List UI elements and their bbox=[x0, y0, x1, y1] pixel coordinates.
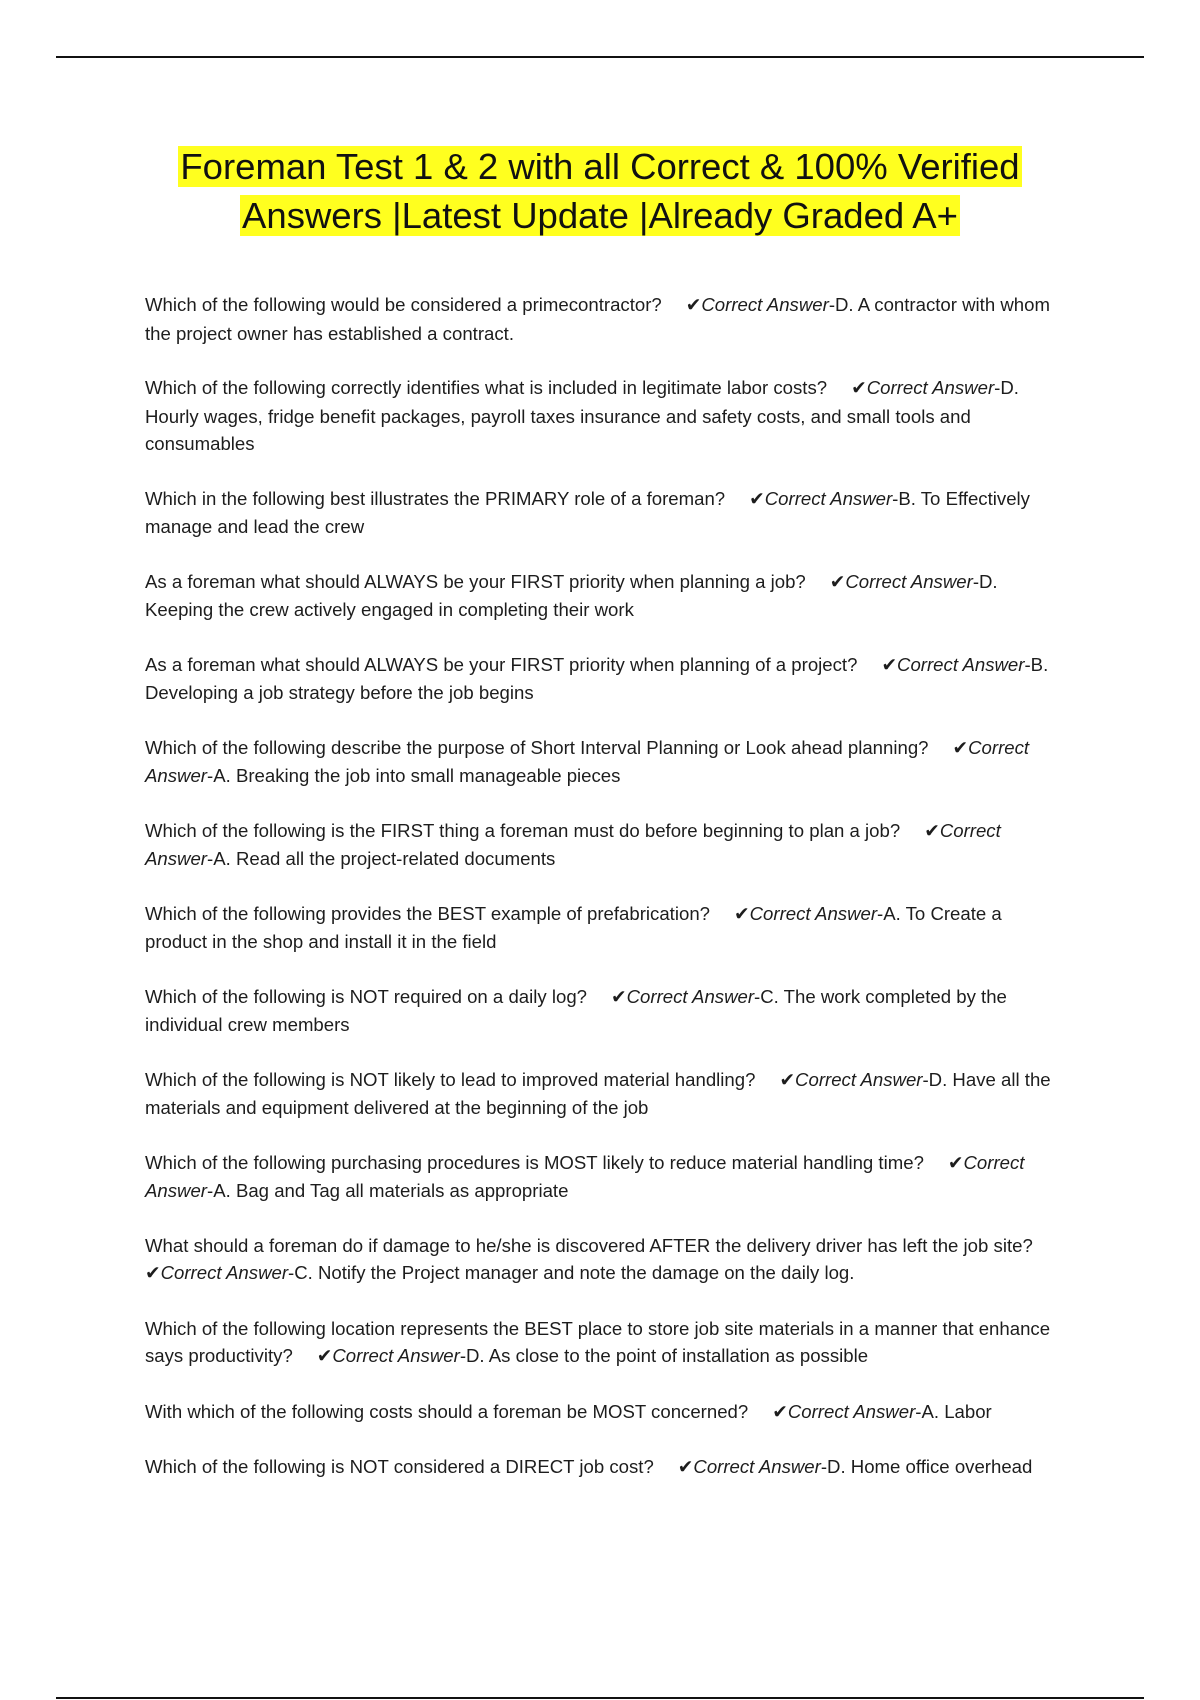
qa-item bbox=[145, 900, 1060, 956]
answer-text: -D. Hourly wages, fridge benefit packages, payroll taxes insurance and safety costs, and small tools and consumables bbox=[145, 377, 1019, 454]
answer-label: Correct Answer bbox=[626, 985, 755, 1007]
answer-text: -D. Have all the materials and equipment delivered at the beginning of the job bbox=[145, 1068, 1051, 1118]
question-text: Which of the following is the FIRST thing a foreman must do before beginning to plan a job? bbox=[145, 819, 901, 841]
answer-text: -D. As close to the point of installation as possible bbox=[459, 1345, 869, 1366]
qa-item bbox=[145, 1315, 1060, 1371]
qa-item bbox=[145, 374, 1060, 458]
answer-label: Correct Answer bbox=[764, 487, 893, 509]
qa-item bbox=[145, 734, 1060, 790]
check-mark-icon: ✔ bbox=[947, 1152, 964, 1174]
answer-text: -A. To Create a product in the shop and install it in the field bbox=[145, 902, 1002, 952]
qa-list bbox=[145, 291, 1060, 1509]
answer-label: Correct Answer bbox=[795, 1068, 923, 1090]
check-mark-icon: ✔ bbox=[952, 737, 969, 759]
answer-text: -A. Breaking the job into small manageable pieces bbox=[207, 765, 621, 786]
title-line-1: Foreman Test 1 & 2 with all Correct & 100% Verified bbox=[180, 146, 1020, 187]
qa-item bbox=[145, 291, 1060, 347]
check-mark-icon: ✔ bbox=[772, 1401, 788, 1423]
answer-text: -B. To Effectively manage and lead the crew bbox=[145, 487, 1030, 537]
answer-text: -D. Home office overhead bbox=[820, 1456, 1033, 1477]
check-mark-icon: ✔ bbox=[145, 1263, 161, 1284]
top-rule bbox=[56, 56, 1144, 58]
check-mark-icon: ✔ bbox=[316, 1346, 333, 1367]
question-text: As a foreman what should ALWAYS be your FIRST priority when planning a job? bbox=[145, 570, 806, 592]
question-text: Which in the following best illustrates the PRIMARY role of a foreman? bbox=[145, 487, 726, 509]
question-text: Which of the following provides the BEST example of prefabrication? bbox=[145, 902, 711, 924]
question-text: Which of the following is NOT considered a DIRECT job cost? bbox=[145, 1456, 654, 1477]
question-text: Which of the following purchasing procedures is MOST likely to reduce material handling time? bbox=[145, 1151, 924, 1173]
check-mark-icon: ✔ bbox=[749, 488, 765, 510]
answer-label: Correct Answer bbox=[866, 377, 995, 398]
answer-label: Correct Answer bbox=[787, 1400, 916, 1422]
qa-item bbox=[145, 817, 1060, 873]
answer-text: -B. Developing a job strategy before the job begins bbox=[145, 653, 1049, 703]
qa-item bbox=[145, 568, 1060, 624]
answer-text: -A. Bag and Tag all materials as appropriate bbox=[207, 1180, 569, 1201]
question-text: Which of the following is NOT likely to lead to improved material handling? bbox=[145, 1068, 756, 1090]
document-title bbox=[0, 142, 1200, 240]
answer-label: Correct Answer bbox=[701, 294, 829, 315]
answer-label: Correct Answer bbox=[145, 736, 1030, 786]
check-mark-icon: ✔ bbox=[829, 571, 846, 593]
check-mark-icon: ✔ bbox=[779, 1069, 796, 1091]
question-text: As a foreman what should ALWAYS be your FIRST priority when planning of a project? bbox=[145, 653, 858, 675]
answer-label: Correct Answer bbox=[749, 902, 878, 924]
check-mark-icon: ✔ bbox=[851, 378, 867, 399]
answer-label: Correct Answer bbox=[693, 1456, 821, 1477]
question-text: With which of the following costs should a foreman be MOST concerned? bbox=[145, 1400, 749, 1422]
bottom-rule bbox=[56, 1697, 1144, 1699]
question-text: What should a foreman do if damage to he/she is discovered AFTER the delivery driver has left the job site? bbox=[145, 1234, 1033, 1256]
qa-item bbox=[145, 1232, 1060, 1288]
answer-label: Correct Answer bbox=[160, 1262, 289, 1283]
answer-text: -C. Notify the Project manager and note the damage on the daily log. bbox=[288, 1262, 855, 1283]
question-text: Which of the following location represents the BEST place to store job site materials in a manner that enhance says productivity? bbox=[145, 1317, 1051, 1366]
answer-label: Correct Answer bbox=[845, 570, 973, 592]
answer-text: -C. The work completed by the individual crew members bbox=[145, 985, 1007, 1035]
question-text: Which of the following would be considered a primecontractor? bbox=[145, 294, 662, 315]
title-line-2: Answers |Latest Update |Already Graded A+ bbox=[242, 195, 958, 236]
check-mark-icon: ✔ bbox=[881, 654, 898, 676]
answer-text: -A. Read all the project-related documents bbox=[207, 848, 556, 869]
answer-text: -A. Labor bbox=[915, 1400, 992, 1422]
check-mark-icon: ✔ bbox=[734, 903, 750, 925]
answer-label: Correct Answer bbox=[332, 1345, 460, 1366]
qa-item bbox=[145, 983, 1060, 1039]
check-mark-icon: ✔ bbox=[685, 295, 702, 316]
answer-text: -D. A contractor with whom the project owner has established a contract. bbox=[145, 294, 1050, 344]
answer-label: Correct Answer bbox=[897, 653, 1025, 675]
check-mark-icon: ✔ bbox=[924, 820, 940, 842]
answer-label: Correct Answer bbox=[145, 1151, 1025, 1201]
check-mark-icon: ✔ bbox=[677, 1457, 694, 1478]
answer-text: -D. Keeping the crew actively engaged in completing their work bbox=[145, 570, 998, 620]
qa-item bbox=[145, 1066, 1060, 1122]
qa-item bbox=[145, 485, 1060, 541]
question-text: Which of the following correctly identifies what is included in legitimate labor costs? bbox=[145, 377, 828, 398]
check-mark-icon: ✔ bbox=[611, 986, 627, 1008]
qa-item bbox=[145, 1149, 1060, 1205]
qa-item bbox=[145, 1453, 1060, 1482]
qa-item bbox=[145, 651, 1060, 707]
qa-item bbox=[145, 1398, 1060, 1427]
question-text: Which of the following is NOT required on a daily log? bbox=[145, 985, 588, 1007]
answer-label: Correct Answer bbox=[145, 819, 1001, 869]
question-text: Which of the following describe the purpose of Short Interval Planning or Look ahead planning? bbox=[145, 736, 929, 758]
